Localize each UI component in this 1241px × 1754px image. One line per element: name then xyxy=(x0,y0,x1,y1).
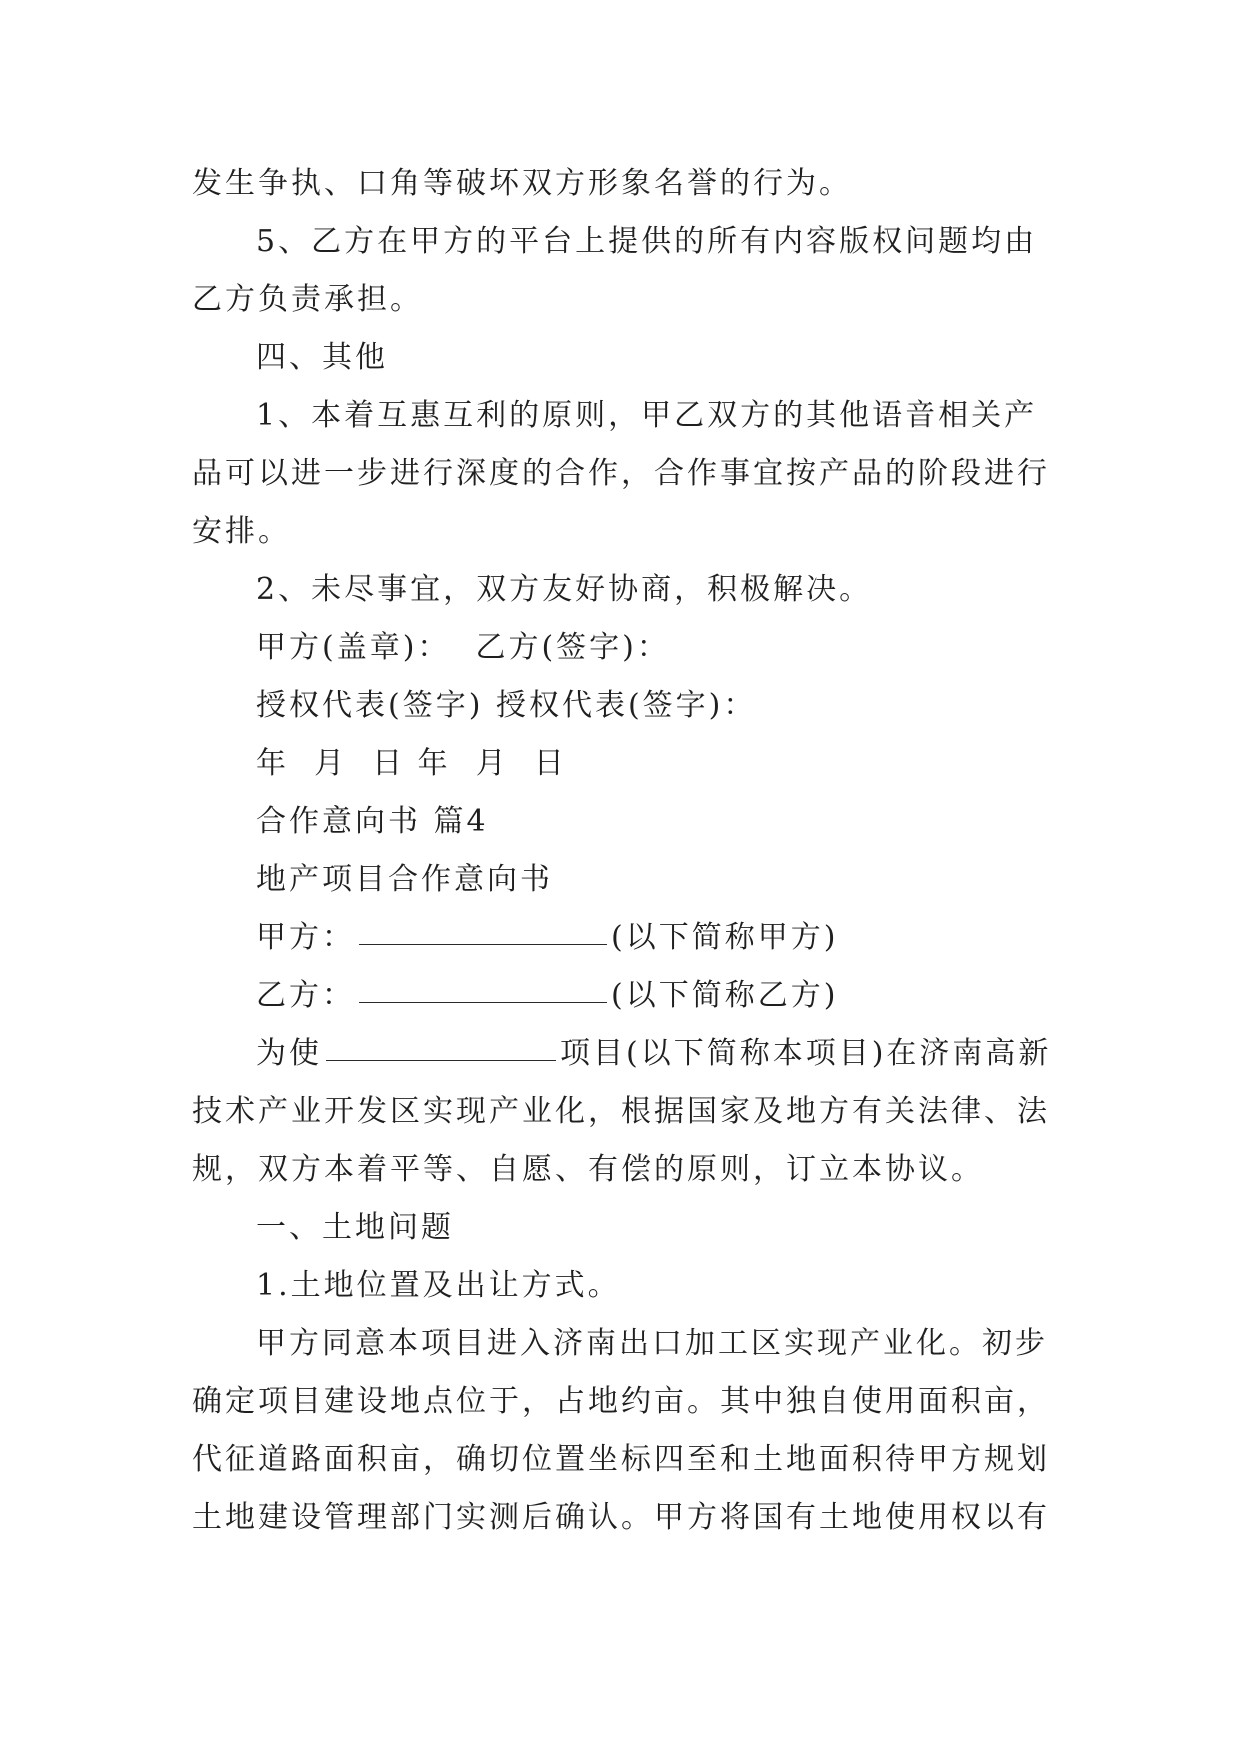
party-a-note: (以下简称甲方) xyxy=(611,920,839,955)
party-b-label: 乙方： xyxy=(256,978,355,1013)
section-heading-land: 一、土地问题 xyxy=(256,1210,454,1245)
section-heading-other: 四、其他 xyxy=(256,340,388,375)
document-subtitle: 地产项目合作意向书 xyxy=(256,862,553,897)
item-land-location: 1.土地位置及出让方式。 xyxy=(256,1268,621,1303)
paragraph-land-details: 甲方同意本项目进入济南出口加工区实现产业化。初步确定项目建设地点位于，占地约亩。其中独自使用面积亩，代征道路面积亩，确切位置坐标四至和土地面积待甲方规划土地建设管理部门实测后确认。甲方将国有土地使用权以有 xyxy=(192,1326,1050,1535)
signature-parties-line: 甲方(盖章)： 乙方(签字)： xyxy=(256,630,670,665)
purpose-text: 项目(以下简称本项目)在济南高新技术产业开发区实现产业化，根据国家及地方有关法律、法规，双方本着平等、自愿、有偿的原则，订立本协议。 xyxy=(192,1036,1052,1187)
paragraph-cooperation-clause: 1、本着互惠互利的原则，甲乙双方的其他语音相关产品可以进一步进行深度的合作，合作事宜按产品的阶段进行安排。 xyxy=(192,398,1050,549)
document-body xyxy=(192,155,1052,1547)
paragraph-conduct-clause-end: 发生争执、口角等破坏双方形象名誉的行为。 xyxy=(192,166,852,201)
paragraph-purpose xyxy=(192,1025,1052,1199)
paragraph-copyright-clause: 5、乙方在甲方的平台上提供的所有内容版权问题均由乙方负责承担。 xyxy=(192,224,1038,317)
party-b-line xyxy=(192,967,1052,1025)
signature-representatives-line: 授权代表(签字) 授权代表(签字)： xyxy=(256,688,757,723)
party-a-line xyxy=(192,909,1052,967)
party-b-blank xyxy=(359,1001,607,1003)
paragraph-unresolved-matters: 2、未尽事宜，双方友好协商，积极解决。 xyxy=(256,572,873,607)
purpose-prefix: 为使 xyxy=(256,1036,322,1071)
signature-date-line: 年 月 日 年 月 日 xyxy=(256,746,567,781)
project-name-blank xyxy=(326,1059,556,1061)
party-b-note: (以下简称乙方) xyxy=(611,978,839,1013)
party-a-blank xyxy=(359,943,607,945)
document-section-title: 合作意向书 篇4 xyxy=(256,804,489,839)
party-a-label: 甲方： xyxy=(256,920,355,955)
